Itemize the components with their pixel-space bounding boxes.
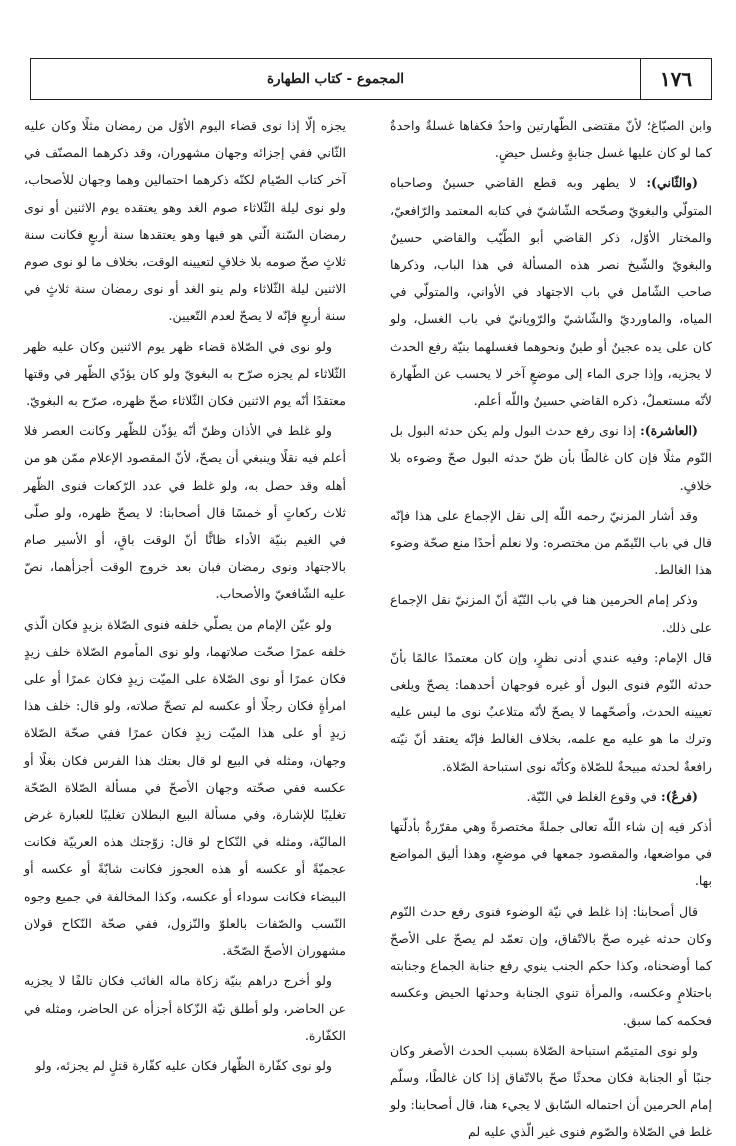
paragraph: (فرعٌ): في وقوع الغلط في النّيّة. [526, 788, 698, 804]
page-header [30, 58, 712, 100]
paragraph: وقد أشار المزنيّ رحمه اللّه إلى نقل الإجماع على هذا فإنّه قال في باب التّيمّم من مختصره: ولا نعلم أحدًا منع صحّة وضوء هذا الغالط. [390, 507, 712, 578]
paragraph: ولو عيّن الإمام من يصلّي خلفه فنوى الصّلاة بزيدٍ فكان الّذي خلفه عمرًا صحّت صلاتهما، ولو نوى المأموم الصّلاة خلف زيدٍ فكان عمرًا أو نوى الصّلاة على الميّت زيدٍ فكان عمرًا أو على امرأةٍ فكان رجلًا أو عكسه لم تصحّ صلاته، ولو قال: خلف هذا زيدٍ أو على هذا الميّت زيدٍ فكان عمرًا ففي صحّة الصّلاة وجهان، ومثله في البيع لو قال بعتك هذا الفرس فكان بغلًا أو عكسه ففي صحّته وجهان الأصحّ في مسألة الصّلاة الصّحّة تغليبًا للإشارة، وفي مسألة البيع البطلان تغليبًا للعبارة غرض الماليّة، ومثله في النّكاح لو قال: زوّجتك هذه العربيّة فكانت عجميّةً أو عكسه أو هذه العجوز فكانت شابّةً أو عكسه أو البيضاء فكانت سوداء أو عكسه، وكذا المخالفة في جميع وجوه النّسب والصّفات بالعلوّ والنّزول، ففي صحّة النّكاح قولان مشهوران الأصحّ الصّحّة. [24, 616, 346, 959]
paragraph: (العاشرة): إذا نوى رفع حدث البول ولم يكن حدثه البول بل النّوم مثلًا فإن كان غالطًا بأن ظنّ حدثه البول صحّ وضوءه بلا خلافٍ. [390, 423, 712, 493]
paragraph: (والثّاني): لا يطهر وبه قطع القاضي حسينٌ وصاحباه المتولّي والبغويّ وصحّحه الشّاشيّ في كتابه المعتمد والرّافعيّ، والمختار الأوّل، ذكر القاضي أبو الطّيّب والقاضي حسينٌ والبغويّ والشّيخ نصر هذه المسألة في هذا الباب، وذكرها صاحب الشّامل في باب الاجتهاد في الأواني، والمتولّي في المياه، والماورديّ والشّاشيّ والرّويانيّ في باب الغسل، ولو كان على يده عجينٌ أو طينٌ ونحوهما فغسلهما بنيّة رفع الحدث لا يجزيه، وإذا جرى الماء إلى موضعٍ آخر لا يحسب عن الطّهارة لأنّه مستعملٌ، ذكره القاضي حسينٌ واللّه أعلم. [390, 175, 712, 409]
paragraph: ولو نوى المتيمّم استباحة الصّلاة بسبب الحدث الأصغر وكان جنبًا أو الجنابة فكان محدثًا صحّ بالاتّفاق إذا كان غالطًا، وسلّم إمام الحرمين أن احتماله السّابق لا يجيء هنا، قال أصحابنا: ولو غلط في الصّلاة والصّوم فنوى غير الّذي عليه لم [390, 1042, 712, 1140]
paragraph: وابن الصبّاغ؛ لأنّ مقتضى الطّهارتين واحدٌ فكفاها غسلةٌ واحدةٌ كما لو كان عليها غسل جنابةٍ وغسل حيضٍ. [390, 118, 712, 161]
book-page [24, 58, 712, 1140]
left-column [24, 112, 346, 1098]
paragraph: ولو أخرج دراهم بنيّة زكاة ماله الغائب فكان تالفًا لا يجزيه عن الحاضر، ولو أطلق نيّة الزّكاة أجزأه عن الحاضر، ومثله في الكفّارة. [24, 973, 346, 1043]
paragraph: ولو غلط في الأذان وظنّ أنّه يؤذّن للظّهر وكانت العصر فلا أعلم فيه نقلًا وينبغي أن يصحّ، لأنّ المقصود الإعلام ممّن هو من أهله وقد حصل به، ولو غلط في عدد الرّكعات فنوى الظّهر ثلاث ركعاتٍ أو خمسًا قال أصحابنا: لا يصحّ ظهره، ولو صلّى في الغيم بنيّة الأداء ظانًّا أنّ الوقت باقٍ، أو الأسير صام بالاجتهاد ونوى رمضان فبان بعد خروج الوقت أجزأهما، نصّ عليه الشّافعيّ والأصحاب. [24, 423, 346, 602]
right-column [390, 112, 712, 1140]
paragraph: وذكر إمام الحرمين هنا في باب النّيّة أنّ المزنيّ نقل الإجماع على ذلك. [390, 592, 712, 635]
paragraph: قال الإمام: وفيه عندي أدنى نظرٍ، وإن كان معتمدًا عالمًا بأنّ حدثه النّوم فنوى البول أو غيره فوجهان أحدهما: يصحّ ويلغى تعيينه الحدث، وأصحّهما لا يصحّ لأنّه متلاعبٌ نوى ما ليس عليه وترك ما هو عليه مع علمه، بخلاف الغالط فإنّه يعتقد أنّ نيّته رافعةٌ لحدثه مبيحةٌ للصّلاة وكأنّه نوى استباحة الصّلاة. [390, 649, 712, 774]
page-number: ١٧٦ [640, 59, 711, 99]
running-title: المجموع - كتاب الطهارة [266, 71, 405, 87]
paragraph: ولو نوى في الصّلاة قضاء ظهر يوم الاثنين وكان عليه ظهر الثّلاثاء لم يجزه صرّح به البغويّ ولو كان يؤدّي الظّهر في وقتها معتقدًا أنّه يوم الاثنين فكان الثّلاثاء صحّ ظهره، صرّح به البغويّ. [24, 338, 346, 409]
paragraph: أذكر فيه إن شاء اللّه تعالى جملةً مختصرةً وهي مقرّرةٌ بأدلّتها في مواضعها، والمقصود جمعها في موضعٍ، وهذا أليق المواضع بها. [390, 819, 712, 889]
paragraph: قال أصحابنا: إذا غلط في نيّة الوضوء فنوى رفع حدث النّوم وكان حدثه غيره صحّ بالاتّفاق، وإن تعمّد لم يصحّ على الأصحّ كما أوضحناه، وكذا حكم الجنب ينوي رفع جنابة الجماع وجنابته باحتلامٍ وعكسه، والمرأة تنوي الجنابة وحدثها الحيض وعكسه فحكمه كما سبق. [390, 903, 712, 1028]
paragraph: ولو نوى كفّارة الظّهار فكان عليه كفّارة قتلٍ لم يجزئه، ولو [35, 1057, 332, 1073]
paragraph: يجزه إلّا إذا نوى قضاء اليوم الأوّل من رمضان مثلًا وكان عليه الثّاني ففي إجزائه وجهان مشهوران، وقد ذكرهما المصنّف في آخر كتاب الصّيام لكنّه ذكرهما احتمالين وهما وجهان للأصحاب، ولو نوى ليلة الثّلاثاء صوم الغد وهو يعتقده يوم الاثنين أو نوى رمضان السّنة الّتي هو فيها وهو يعتقدها سنة أربعٍ فكانت سنة ثلاثٍ صحّ صومه بلا خلافٍ لتعيينه الوقت، بخلاف ما لو نوى صوم الاثنين ليلة الثّلاثاء ولم ينو الغد أو نوى رمضان سنة ثلاثٍ في سنة أربعٍ فإنّه لا يصحّ لعدم التّعيين. [24, 118, 346, 324]
